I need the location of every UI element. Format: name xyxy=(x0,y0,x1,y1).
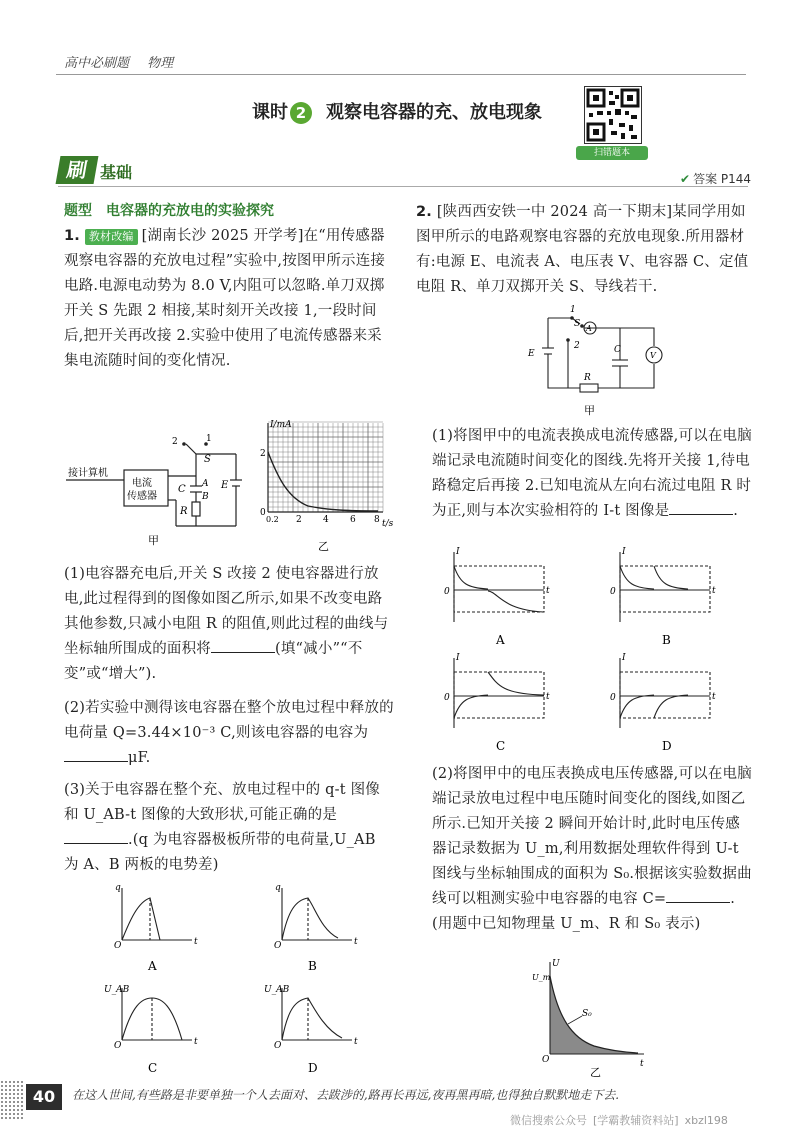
section-badge: 刷 xyxy=(56,156,99,184)
svg-text:O: O xyxy=(114,1041,122,1051)
svg-text:0.2: 0.2 xyxy=(266,515,279,524)
page-number: 40 xyxy=(26,1084,62,1110)
lesson-title: 课时 2 观察电容器的充、放电现象 xyxy=(252,102,542,123)
svg-text:8: 8 xyxy=(374,515,380,525)
q1-options xyxy=(104,880,402,1080)
section-name: 基础 xyxy=(100,163,133,182)
q2-option-b[interactable]: B xyxy=(662,633,671,647)
svg-text:t: t xyxy=(546,692,550,702)
svg-text:E: E xyxy=(221,480,229,491)
q1-figure-yi xyxy=(248,418,396,558)
svg-text:U_AB: U_AB xyxy=(264,985,290,995)
svg-text:t: t xyxy=(194,1037,198,1047)
svg-text:S: S xyxy=(574,319,581,329)
footer-motto: 在这人世间,有些路是非要单独一个人去面对、去跋涉的,路再长再远,夜再黑再暗,也得独自默默地走下去. xyxy=(72,1088,620,1102)
svg-text:V: V xyxy=(650,351,656,360)
svg-text:S: S xyxy=(204,454,211,465)
q2-yi-caption: 乙 xyxy=(590,1066,601,1079)
svg-text:q: q xyxy=(115,883,121,893)
book-title: 高中必刷题 xyxy=(64,56,130,71)
footer-dots xyxy=(0,1080,24,1120)
q2-blank-1[interactable] xyxy=(669,500,733,515)
svg-text:传感器: 传感器 xyxy=(127,491,157,502)
qr-caption: 扫错题本 xyxy=(576,146,648,160)
q2-figure-yi xyxy=(528,958,648,1078)
q1-label-2: 2 xyxy=(172,437,178,447)
q1-figure-jia xyxy=(66,436,246,546)
svg-text:A: A xyxy=(586,324,592,333)
q1-yi-caption: 乙 xyxy=(318,540,329,553)
svg-text:C: C xyxy=(614,345,621,355)
q1-yi-ytick-2: 2 xyxy=(260,449,266,459)
q1-intro: 1. 教材改编 [湖南长沙 2025 开学考]在“用传感器观察电容器的充放电过程”实验中,按图甲所示连接电路.电源电动势为 8.0 V,内阻可以忽略.单刀双掷开关 S 先跟 2 相接,某时刻开关改接 1,一段时间后,把开关再改接 2.实验中使用了电流传感器来采集电流随时间的变化情况. xyxy=(64,228,386,369)
svg-text:O: O xyxy=(114,941,122,951)
svg-text:t: t xyxy=(354,1037,358,1047)
svg-text:6: 6 xyxy=(350,515,356,525)
q1-blank-2[interactable] xyxy=(64,747,128,762)
svg-text:S₀: S₀ xyxy=(582,1009,592,1019)
q2-option-a[interactable]: A xyxy=(496,633,505,647)
q1-blank-1[interactable] xyxy=(211,638,275,653)
svg-text:2: 2 xyxy=(296,515,302,525)
svg-text:I: I xyxy=(622,547,626,557)
svg-text:4: 4 xyxy=(323,515,329,525)
q2-blank-2[interactable] xyxy=(666,888,730,903)
svg-text:t: t xyxy=(546,586,550,596)
q2-part2: (2)将图甲中的电压表换成电压传感器,可以在电脑端记录放电过程中电压随时间变化的图线,如图乙所示.已知开关接 2 瞬间开始计时,此时电压传感器记录数据为 U_m,利用数据处理软件得到 U-t 图线与坐标轴围成的面积为 S₀.根据该实验数据曲线可以粗测实验中电容器的电容 C= .(用题中已知物理量 U_m、R 和 S₀ 表示) xyxy=(432,766,752,932)
svg-text:R: R xyxy=(180,506,188,517)
svg-text:I/mA: I/mA xyxy=(270,420,292,430)
svg-text:I: I xyxy=(456,547,460,557)
svg-text:C: C xyxy=(178,484,186,495)
svg-text:0: 0 xyxy=(610,693,616,703)
svg-text:E: E xyxy=(528,349,535,359)
svg-text:电流: 电流 xyxy=(132,478,152,489)
topic-heading: 题型 电容器的充放电的实验探究 xyxy=(64,203,274,219)
q2-jia-caption: 甲 xyxy=(584,404,595,417)
q2-yi-area xyxy=(550,976,638,1054)
svg-text:I: I xyxy=(456,653,460,663)
q2-figure-jia xyxy=(514,300,664,418)
q1-part1: (1)电容器充电后,开关 S 改接 2 使电容器进行放电,此过程得到的图像如图乙所示,如果不改变电路其他参数,只减小电阻 R 的阻值,则此过程的曲线与坐标轴所围成的面积将 (填“减小”“不变”或“增大”). xyxy=(64,566,389,682)
computer-label: 接计算机 xyxy=(68,468,108,479)
q1-part2: (2)若实验中测得该电容器在整个放电过程中释放的电荷量 Q=3.44×10⁻³ C,则该电容器的电容为μF. xyxy=(64,700,394,766)
q1-option-b[interactable]: B xyxy=(308,959,317,973)
q1-blank-3[interactable] xyxy=(64,829,128,844)
q1-tag: 教材改编 xyxy=(85,229,138,245)
svg-text:0: 0 xyxy=(444,587,450,597)
header-divider xyxy=(56,74,746,75)
svg-text:0: 0 xyxy=(610,587,616,597)
svg-text:t: t xyxy=(354,937,358,947)
lesson-name: 观察电容器的充、放电现象 xyxy=(326,102,542,123)
svg-text:O: O xyxy=(274,941,282,951)
q2-intro: 2. [陕西西安铁一中 2024 高一下期末]某同学用如图甲所示的电路观察电容器的充放电现象.所用器材有:电源 E、电流表 A、电压表 V、电容器 C、定值电阻 R、单刀双掷开关 S、导线若干. xyxy=(416,204,749,295)
q2-options xyxy=(440,546,740,758)
svg-text:R: R xyxy=(584,373,591,383)
q1-label-1: 1 xyxy=(206,434,212,444)
check-icon: ✔ xyxy=(680,172,691,186)
svg-text:U_AB: U_AB xyxy=(104,985,130,995)
q1-jia-caption: 甲 xyxy=(148,534,159,547)
section-logo xyxy=(58,156,146,184)
running-header xyxy=(64,52,187,71)
q1-part3: (3)关于电容器在整个充、放电过程中的 q-t 图像和 U_AB-t 图像的大致形状,可能正确的是.(q 为电容器极板所带的电荷量,U_AB 为 A、B 两板的电势差) xyxy=(64,782,380,873)
svg-text:t: t xyxy=(712,586,716,596)
q2-option-c[interactable]: C xyxy=(496,739,506,753)
svg-text:O: O xyxy=(542,1055,550,1065)
q2-option-d[interactable]: D xyxy=(662,739,672,753)
svg-text:t: t xyxy=(712,692,716,702)
svg-text:O: O xyxy=(274,1041,282,1051)
q2-part1: (1)将图甲中的电流表换成电流传感器,可以在电脑端记录电流随时间变化的图线.先将开关接 1,待电路稳定后再接 2.已知电流从左向右流过电阻 R 时为正,则与本次实验相符的 I-t 图像是 . xyxy=(432,428,752,519)
q1-option-d[interactable]: D xyxy=(308,1061,318,1075)
svg-text:U: U xyxy=(552,959,560,969)
q1-option-c[interactable]: C xyxy=(148,1061,158,1075)
svg-text:U_m: U_m xyxy=(532,973,551,982)
svg-text:2: 2 xyxy=(574,341,580,351)
q1-option-a[interactable]: A xyxy=(148,959,157,973)
svg-text:t/s: t/s xyxy=(382,519,394,529)
subject: 物理 xyxy=(147,56,174,71)
q1-yi-ytick-0: 0 xyxy=(260,508,266,518)
svg-text:1: 1 xyxy=(570,305,576,315)
svg-text:B: B xyxy=(202,492,209,502)
section-divider xyxy=(58,186,748,187)
svg-text:q: q xyxy=(275,883,281,893)
q1-yi-gridlines xyxy=(268,422,383,512)
svg-text:0: 0 xyxy=(444,693,450,703)
svg-text:I: I xyxy=(622,653,626,663)
qr-code-icon[interactable] xyxy=(584,86,642,144)
svg-text:t: t xyxy=(194,937,198,947)
svg-text:A: A xyxy=(202,479,209,489)
answer-reference: ✔ 答案 P144 xyxy=(680,172,752,186)
watermark: 微信搜索公众号 [学霸教辅资料站] xbzl198 xyxy=(510,1114,728,1127)
lesson-number-badge: 2 xyxy=(290,102,312,124)
svg-text:t: t xyxy=(640,1059,644,1069)
